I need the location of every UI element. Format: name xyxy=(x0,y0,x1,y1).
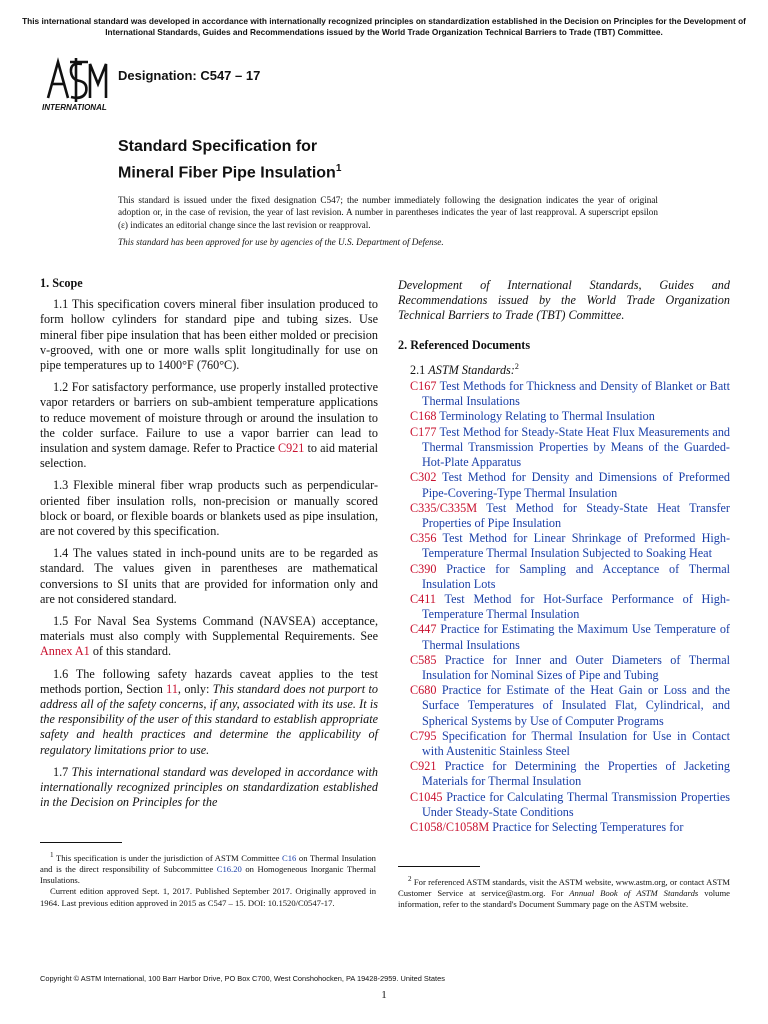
link-section-11[interactable]: 11 xyxy=(166,681,178,696)
footnote-rule-left xyxy=(40,842,122,843)
reference-title-link[interactable]: Test Method for Density and Dimensions of Preformed Pipe-Covering-Type Thermal Insulation xyxy=(422,470,730,500)
reference-item xyxy=(398,759,730,789)
scope-p2-tail: to aid material selection. xyxy=(40,441,378,471)
reference-code-link[interactable]: C356 xyxy=(410,531,437,546)
footnote-1-text-b: on Thermal Insulation and is the direct responsibility of Subcommittee xyxy=(40,852,376,875)
reference-code-link[interactable]: C680 xyxy=(410,683,437,698)
scope-para-1-7 xyxy=(40,765,378,811)
title-footnote-mark: 1 xyxy=(335,163,342,174)
reference-code-link[interactable]: C168 xyxy=(410,409,437,424)
reference-item xyxy=(398,562,730,592)
footnote-2-book-title: Annual Book of ASTM Standards xyxy=(569,888,699,899)
section-heading-scope: 1. Scope xyxy=(40,276,83,290)
reference-item xyxy=(398,425,730,471)
reference-item xyxy=(398,790,730,820)
reference-code-link[interactable]: C795 xyxy=(410,728,437,743)
scope-p5-tail: of this standard. xyxy=(89,644,172,659)
scope-p6-text: 1.6 The following safety hazards caveat applies to the test methods portion, Section xyxy=(40,666,378,696)
reference-title-link[interactable]: Specification for Thermal Insulation for Use in Contact with Austenitic Stainless Steel xyxy=(422,728,730,758)
right-column xyxy=(398,278,730,835)
scope-para-1-1: 1.1 This specification covers mineral fiber insulation produced to form hollow cylinders for standard pipe and tubing sizes. Use mineral fiber pipe insulation that has been either molded or precision v-grooved, with one or more walls split longitudinally for use on pipe temperatures up to 1400°F (760°C). xyxy=(40,297,378,373)
title-line-1: Standard Specification for xyxy=(118,138,318,155)
reference-code-link[interactable]: C335/C335M xyxy=(410,500,478,515)
reference-code-link[interactable]: C302 xyxy=(410,470,437,485)
footnote-2-para xyxy=(398,874,730,910)
logo-text: INTERNATIONAL xyxy=(42,103,107,112)
footnote-1-para xyxy=(40,850,376,886)
scope-p5-text: 1.5 For Naval Sea Systems Command (NAVSEA) acceptance, materials must also comply with Supplemental Requirements. See xyxy=(40,614,378,644)
title-text: Mineral Fiber Pipe Insulation xyxy=(118,164,336,182)
reference-title-link[interactable]: Terminology Relating to Thermal Insulation xyxy=(439,409,655,424)
astm-logo-icon xyxy=(40,54,112,112)
reference-item xyxy=(398,683,730,729)
footnote-2-text-b: volume information, refer to the standard's Document Summary page on the ASTM website. xyxy=(398,888,730,910)
footnote-1-mark: 1 xyxy=(50,851,54,859)
reference-item xyxy=(398,379,730,409)
scope-para-1-5 xyxy=(40,614,378,660)
reference-code-link[interactable]: C585 xyxy=(410,652,437,667)
footnote-2-mark: 2 xyxy=(408,875,412,883)
astm-standards-subheading xyxy=(398,359,730,378)
reference-title-link[interactable]: Test Methods for Thickness and Density of Blanket or Batt Thermal Insulations xyxy=(422,379,730,409)
refs-sub-title: ASTM Standards: xyxy=(428,362,515,377)
reference-title-link[interactable]: Test Method for Linear Shrinkage of Preformed High-Temperature Thermal Insulation Subjected to Soaking Heat xyxy=(422,531,731,561)
reference-code-link[interactable]: C447 xyxy=(410,622,437,637)
reference-title-link[interactable]: Practice for Selecting Temperatures for xyxy=(492,819,684,834)
issue-note: This standard is issued under the fixed designation C547; the number immediately following the designation indicates the year of original adoption or, in the case of revision, the year of last revision. A number in parentheses indicates the year of last reapproval. A superscript epsilon (ε) indicates an editorial change since the last revision or reapproval. xyxy=(118,195,658,230)
reference-title-link[interactable]: Practice for Sampling and Acceptance of Thermal Insulation Lots xyxy=(422,561,730,591)
reference-item xyxy=(398,622,730,652)
footnote-1-edition: Current edition approved Sept. 1, 2017. Published September 2017. Originally approved in 1964. Last previous edition approved in 2015 as C547 – 15. DOI: 10.1520/C0547-17. xyxy=(40,886,376,908)
reference-title-link[interactable]: Test Method for Hot-Surface Performance of High-Temperature Thermal Insulation xyxy=(422,591,730,622)
footnote-1-text-c: on Homogeneous Inorganic Thermal Insulations. xyxy=(40,864,376,886)
footnote-1-text-a: This specification is under the jurisdiction of ASTM Committee xyxy=(53,852,283,863)
refs-footnote-mark: 2 xyxy=(514,361,519,371)
scope-p7-text: This international standard was developed in accordance with internationally recognized principles on standardization established in the Decision on Principles for the xyxy=(40,764,378,810)
scope-para-1-2 xyxy=(40,380,378,471)
link-annex-a1[interactable]: Annex A1 xyxy=(40,644,90,659)
document-title xyxy=(118,136,341,184)
title-line-2 xyxy=(118,158,341,184)
left-column xyxy=(40,276,378,818)
copyright-line: Copyright © ASTM International, 100 Barr Harbor Drive, PO Box C700, West Conshohocken, PA 19428-2959. United States xyxy=(40,974,445,983)
reference-title-link[interactable]: Practice for Calculating Thermal Transmission Properties Under Steady-State Conditions xyxy=(422,789,730,819)
referenced-standards-list xyxy=(398,379,730,835)
footnote-1 xyxy=(40,850,376,909)
reference-code-link[interactable]: C167 xyxy=(410,379,437,394)
designation: Designation: C547 – 17 xyxy=(118,68,261,83)
reference-item xyxy=(398,820,730,835)
link-subcommittee-c16-20[interactable]: C16.20 xyxy=(216,864,242,875)
reference-code-link[interactable]: C177 xyxy=(410,424,437,439)
approved-note: This standard has been approved for use by agencies of the U.S. Department of Defense. xyxy=(118,237,444,247)
scope-para-1-6 xyxy=(40,667,378,758)
safety-caveat: This standard does not purport to address all of the safety concerns, if any, associated with its use. It is the responsibility of the user of this standard to establish appropriate safety and health practices and determine the applicability of regulatory limitations prior to use. xyxy=(40,681,379,757)
reference-item xyxy=(398,729,730,759)
reference-title-link[interactable]: Test Method for Steady-State Heat Transfer Properties of Pipe Insulation xyxy=(422,500,730,530)
reference-title-link[interactable]: Practice for Estimate of the Heat Gain or Loss and the Surface Temperatures of Insulated Flat, Cylindrical, and Spherical Systems by Use of Computer Programs xyxy=(422,683,730,728)
reference-item xyxy=(398,501,730,531)
scope-para-1-7-continued: Development of International Standards, Guides and Recommendations issued by the World Trade Organization Technical Barriers to Trade (TBT) Committee. xyxy=(398,278,730,323)
reference-code-link[interactable]: C390 xyxy=(410,561,437,576)
reference-item xyxy=(398,470,730,500)
link-committee-c16[interactable]: C16 xyxy=(282,852,297,863)
reference-code-link[interactable]: C1045 xyxy=(410,789,443,804)
section-heading-referenced-documents: 2. Referenced Documents xyxy=(398,337,531,352)
reference-item xyxy=(398,531,730,561)
scope-p6-mid: , only: xyxy=(177,681,213,696)
scope-p2-text: 1.2 For satisfactory performance, use properly installed protective vapor retarders or barriers on sub-ambient temperature applications to reduce movement of moisture through or around the insulation to the colder surface. Failure to use a vapor barrier can lead to insulation and system damage. Refer to Practice xyxy=(40,380,378,456)
reference-title-link[interactable]: Test Method for Steady-State Heat Flux Measurements and Thermal Transmission Properties by Means of the Guarded-Hot-Plate Apparatus xyxy=(422,424,731,470)
scope-para-1-3: 1.3 Flexible mineral fiber wrap products such as perpendicular-oriented fiber insulation rolls, non-precision or manually scored block or board, or flexible boards or blankets used as pipe insulation, are not covered by this specification. xyxy=(40,478,378,539)
refs-sub-lead: 2.1 xyxy=(410,362,429,377)
page-number: 1 xyxy=(381,989,387,1001)
reference-item xyxy=(398,653,730,683)
reference-code-link[interactable]: C411 xyxy=(410,591,436,606)
reference-item xyxy=(398,409,730,424)
link-c921[interactable]: C921 xyxy=(277,441,305,456)
top-note: This international standard was developed in accordance with internationally recognized principles on standardization established in the Decision on Principles for the Development of International Standards, Guides and Recommendations issued by the World Trade Organization Technical Barriers to Trade (TBT) Committee. xyxy=(22,16,746,37)
reference-code-link[interactable]: C1058/C1058M xyxy=(410,819,490,834)
scope-p7-lead: 1.7 xyxy=(53,764,72,779)
footnote-2-text-a: For referenced ASTM standards, visit the ASTM website, www.astm.org, or contact ASTM Customer Service at service@astm.org. For xyxy=(398,876,730,899)
footnote-2 xyxy=(398,874,730,910)
reference-title-link[interactable]: Practice for Inner and Outer Diameters of Thermal Insulation for Nominal Sizes of Pipe and Tubing xyxy=(422,652,730,682)
footnote-rule-right xyxy=(398,866,480,867)
reference-title-link[interactable]: Practice for Determining the Properties of Jacketing Materials for Thermal Insulation xyxy=(422,759,730,789)
reference-title-link[interactable]: Practice for Estimating the Maximum Use Temperature of Thermal Insulations xyxy=(422,622,730,652)
reference-item xyxy=(398,592,730,622)
scope-para-1-4: 1.4 The values stated in inch-pound units are to be regarded as standard. The values given in parentheses are mathematical conversions to SI units that are provided for information only and are not considered standard. xyxy=(40,546,378,606)
reference-code-link[interactable]: C921 xyxy=(410,759,437,774)
